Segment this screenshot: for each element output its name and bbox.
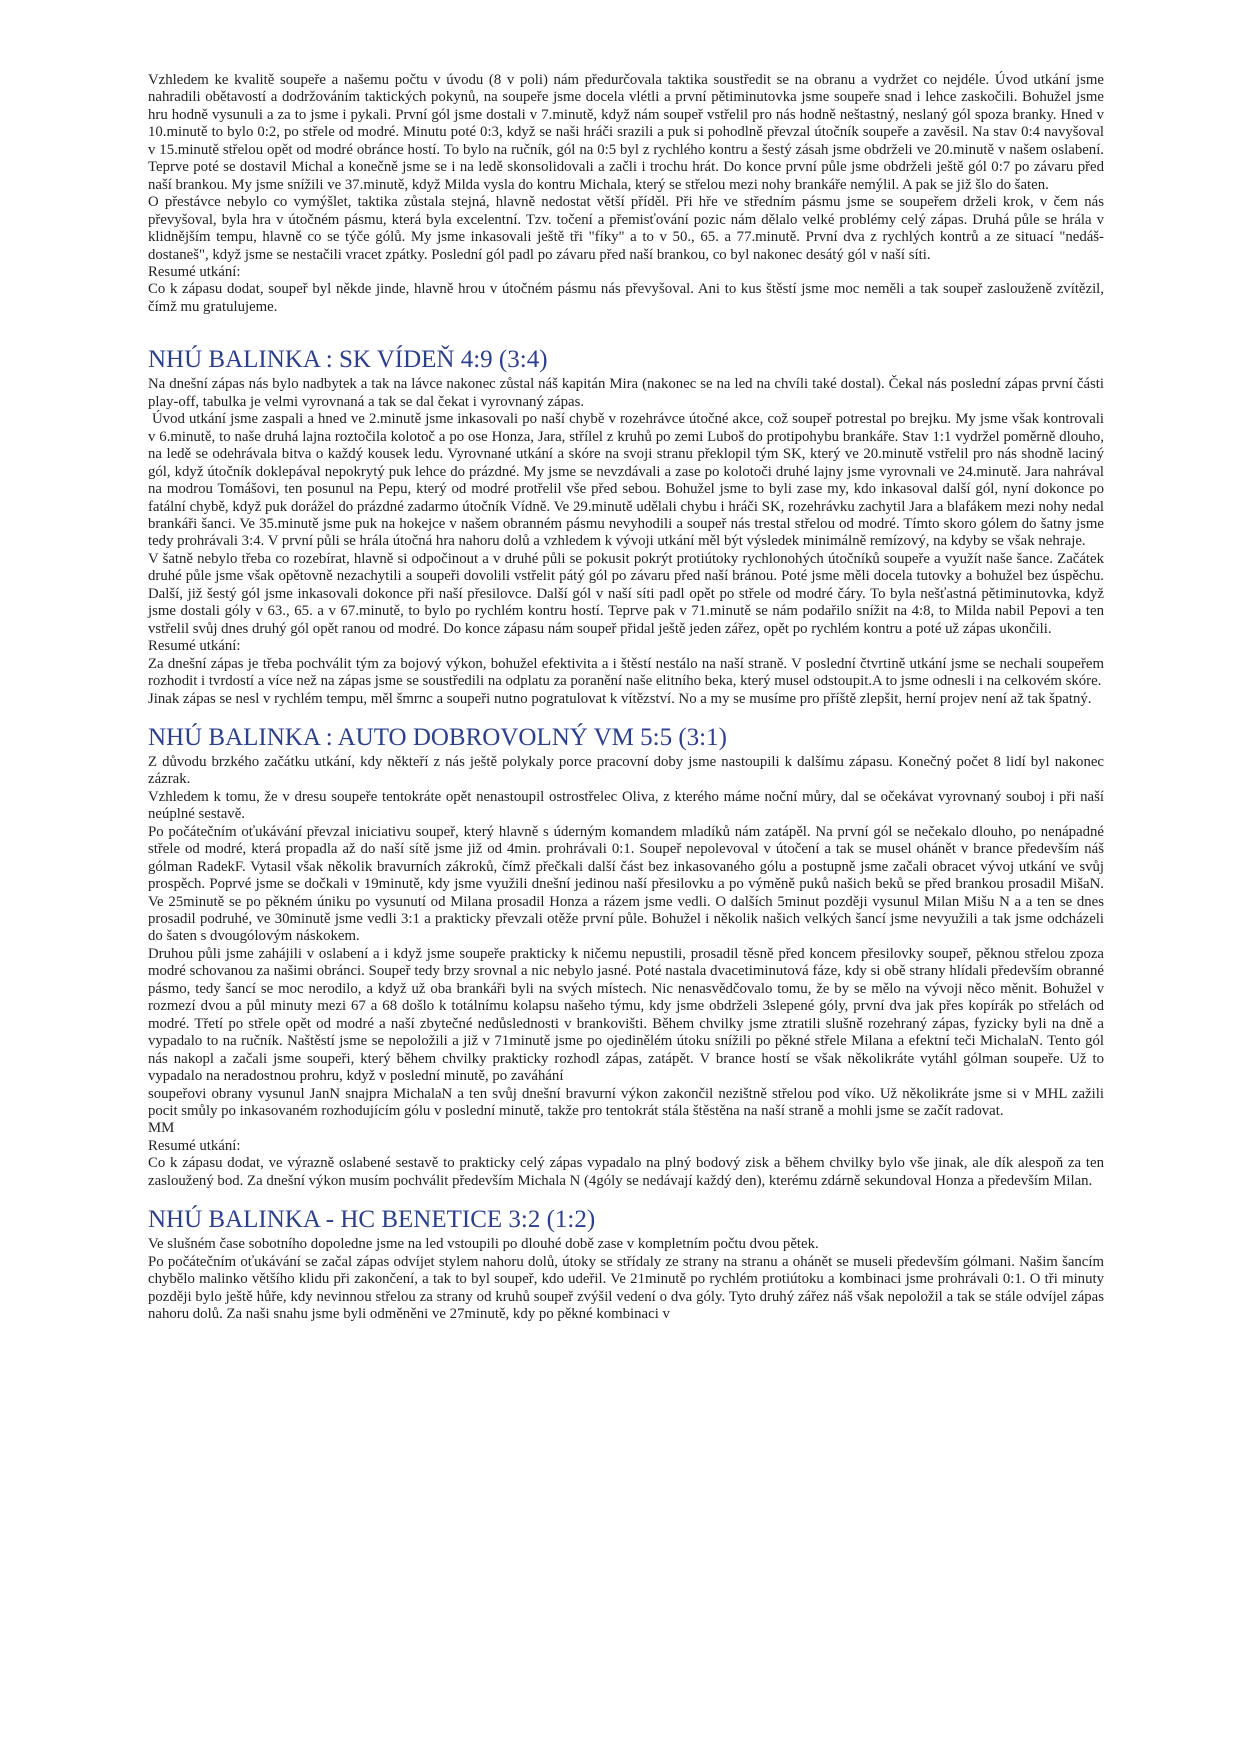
paragraph: soupeřovi obrany vysunul JanN snajpra MichalaN a ten svůj dnešní bravurní výkon zakončil nezištně střelou pod víko. Už několikráte jsme si v MHL zažili pocit smůly po inkasovaném rozhodujícím gólu v poslední minutě, takže pro tentokrát stála štěstěna na naší straně a mohli jsme se začít radovat. xyxy=(148,1085,1104,1120)
resume-label: Resumé utkání: xyxy=(148,263,241,280)
paragraph: Po počátečním oťukávání se začal zápas odvíjet stylem nahoru dolů, útoky se střídaly ze strany na stranu a ohánět se museli především gólmani. Našim šancím chybělo malinko většího klidu při zakončení, a tak to byl soupeř, kdo udeřil. Ve 21minutě po rychlém protiútoku a kombinaci jsme prohrávali 0:1. O tři minuty později bylo ještě hůře, kdy nevinnou střelou za strany od kruhů soupeř zvýšil vedení o dva góly. Tyto druhý zářez náš však nepoložil a tak se stále odvíjel zápas nahoru dolů. Za naši snahu jsme byli odměněni ve 27minutě, kdy po pěkné kombinaci v xyxy=(148,1253,1104,1323)
paragraph: Ve slušném čase sobotního dopoledne jsme na led vstoupili po dlouhé době zase v kompletním počtu dvou pětek. xyxy=(148,1236,819,1253)
paragraph: O přestávce nebylo co vymýšlet, taktika zůstala stejná, hlavně nedostat větší příděl. Při hře ve středním pásmu jsme se soupeřem drželi krok, v čem nás převyšoval, byla hra v útočném pásmu, která byla excelentní. Tzv. točení a přemisťování pozic nám dělalo velké problémy celý zápas. Druhá půle se hrála v klidnějším tempu, hlavně co se týče gólů. My jsme inkasovali ještě tři "fíky" a to v 50., 65. a 77.minutě. První dva z rychlých kontrů a ze situací "nedáš-dostaneš", když jsme se nestačili vracet zpátky. Poslední gól padl po závaru před naší brankou, co byl nakonec desátý gól v naší síti. xyxy=(148,194,1104,263)
resume-label: Resumé utkání: xyxy=(148,638,241,655)
match-section xyxy=(148,722,1104,1190)
paragraph: Co k zápasu dodat, ve výrazně oslabené sestavě to prakticky celý zápas vypadalo na plný bodový zisk a během chvilky bylo vše jinak, ale dík alespoň za ten zasloužený bod. Za dnešní výkon musím pochválit především Michala N (4góly se nedávají každý den), kterému zdárně sekundoval Honza a především Milan. xyxy=(148,1155,1104,1189)
paragraph: Vzhledem ke kvalitě soupeře a našemu počtu v úvodu (8 v poli) nám předurčovala taktika soustředit se na obranu a vydržet co nejdéle. Úvod utkání jsme nahradili obětavostí a dodržováním taktických pokynů, na soupeře jsme docela vlétli a první pětiminutovka jsme soupeře snad i lehce zaskočili. Bohužel jsme hru hodně vysunuli a za to jsme i pykali. První gól jsme dostali v 7.minutě, když nám soupeř vstřelil pro nás hodně neštastný, neslaný gól spoza branky. Hned v 10.minutě to bylo 0:2, po střele od modré. Minutu poté 0:3, když se naši hráči srazili a puk si pohodlně převzal útočník soupeře a zavěsil. Na stav 0:4 navyšoval v 15.minutě střelou opět od modré obránce hostí. To bylo na ručník, gól na 0:5 byl z rychlého kontru a šestý zásah jsme obdrželi ve 20.minutě v našem oslabení. Teprve poté se dostavil Michal a konečně jsme se i na ledě skonsolidovali a začli i trochu hrát. Do konce první půle jsme obdrželi ještě gól 0:7 po závaru před naší brankou. My jsme snížili ve 37.minutě, když Milda vysla do kontru Michala, který se střelou mezi nohy brankáře nemýlil. A pak se již šlo do šaten. xyxy=(148,72,1104,193)
section-heading: NHÚ BALINKA - HC BENETICE 3:2 (1:2) xyxy=(148,1206,596,1234)
paragraph: Co k zápasu dodat, soupeř byl někde jinde, hlavně hrou v útočném pásmu nás převyšoval. Ani to kus štěstí jsme moc neměli a tak soupeř zaslouženě zvítězil, čímž mu gratulujeme. xyxy=(148,281,1104,315)
section-heading: NHÚ BALINKA : AUTO DOBROVOLNÝ VM 5:5 (3:1) xyxy=(148,723,727,751)
paragraph: Vzhledem k tomu, že v dresu soupeře tentokráte opět nenastoupil ostrostřelec Oliva, z kterého máme noční můry, dal se očekávat vyrovnaný souboj i při naší neúplné sestavě. xyxy=(148,788,1104,823)
paragraph: Po počátečním oťukávání převzal iniciativu soupeř, který hlavně s úderným komandem mladíků nám zatápěl. Na první gól se nečekalo dlouho, po nenápadné střele od modré, která propadla až do naší sítě jsme již od 4min. prohrávali 0:1. Soupeř nepolevoval v útočení a tak se musel ohánět v brance především náš gólman RadekF. Vytasil však několik bravurních zákroků, čímž přečkali další část bez inkasovaného gólu a postupně jsme začali obracet vývoj utkání ve svůj prospěch. Poprvé jsme se dočkali v 19minutě, kdy jsme využili dnešní jedinou naší přesilovku a po výměně puků našich beků se před brankou prosadil MišaN. Ve 25minutě se po pěkném úniku po vysunutí od Milana prosadil Honza a rázem jsme vedli. O dalších 5minut později vysunul Milan Mišu N a a ten se dnes prosadil podruhé, ve 30minutě jsme vedli 3:1 a prakticky převzali otěže první půle. Bohužel i několik našich velkých šancí jsme nevyužili a tak jsme odcházeli do šaten s dvougólovým náskokem. xyxy=(148,823,1104,945)
section-heading: NHÚ BALINKA : SK VÍDEŇ 4:9 (3:4) xyxy=(148,346,548,374)
match-section xyxy=(148,344,1104,708)
paragraph: Druhou půli jsme zahájili v oslabení a i když jsme soupeře prakticky k ničemu nepustili, prosadil těsně před koncem přesilovky soupeř, pěknou střelou zpoza modré schovanou za našimi obránci. Soupeř tedy brzy srovnal a nic nebylo jasné. Poté nastala dvacetiminutová fáze, kdy si obě strany hlídali především obranné pásmo, tedy šancí se moc nerodilo, a když už oba brankáři byli na svých místech. Nic nenasvědčovalo tomu, že by se mělo na vývoji něco měnit. Bohužel v rozmezí dvou a půl minuty mezi 67 a 68 došlo k totálnímu kolapsu našeho týmu, kdy jsme obdrželi 3slepené góly, první dva jak přes kopírák po střelách od modré. Třetí po střele opět od modré a naší zbytečné nedůslednosti v brankovišti. Během chvilky jsme ztratili slušně rozehraný zápas, fyzicky byli na dně a vypadalo to na ručník. Naštěstí jsme se nepoložili a již v 71minutě jsme po ojedinělém útoku snížili po pěkné střele Milana a efektní teči MichalaN. Tento gól nás nakopl a začali jsme soupeři, který během chvilky prakticky rozhodl zápas, zatápět. V brance hostí se však několikráte vytáhl gólman soupeře. Už to vypadalo na neradostnou prohru, když v poslední minutě, po zaváhání xyxy=(148,945,1104,1085)
resume-label: Resumé utkání: xyxy=(148,1137,241,1154)
paragraph: Z důvodu brzkého začátku utkání, kdy někteří z nás ještě polykaly porce pracovní doby jsme nastoupili k dalšímu zápasu. Konečný počet 8 lidí byl nakonec zázrak. xyxy=(148,753,1104,788)
paragraph: Jinak zápas se nesl v rychlém tempu, měl šmrnc a soupeři nutno pogratulovat k vítězství. No a my se musíme pro příště zlepšit, herní projev není až tak špatný. xyxy=(148,690,1092,707)
paragraph: Za dnešní zápas je třeba pochválit tým za bojový výkon, bohužel efektivita a i štěstí nestálo na naší straně. V poslední čtvrtině utkání jsme se nechali soupeřem rozhodit i tvrdostí a více než na zápas jsme se soustředili na odplatu za poranění naše elitního beka, který musel odstoupit.A to jsme odnesli i na celkovém skóre. xyxy=(148,655,1104,690)
paragraph: Úvod utkání jsme zaspali a hned ve 2.minutě jsme inkasovali po naší chybě v rozehrávce útočné akce, což soupeř potrestal po brejku. My jsme však kontrovali v 6.minutě, to naše druhá lajna roztočila kolotoč a po ose Honza, Jara, střílel z kruhů po zemi Luboš do protipohybu brankáře. Stav 1:1 vydržel poměrně dlouho, na ledě se odehrávala bitva o každý kousek ledu. Vyrovnané utkání a skóre na svoji stranu překlopil tým SK, který ve 20.minutě vstřelil pro nás shodně laciný gól, když útočník doklepával nepokrytý puk lehce do prázdné. My jsme se nevzdávali a zase po kolotoči druhé lajny jsme vyrovnali ve 24.minutě. Jara nahrával na modrou Tomášovi, ten posunul na Pepu, který od modré protřelil vše před sebou. Bohužel jsme to byli zase my, kdo inkasoval další gól, nyní dokonce po fatální chybě, když puk dorážel do prázdné zadarmo útočník Vídně. Ve 29.minutě udělali chybu i hráči SK, rozehrávku zachytil Jara a blafákem mezi nohy nedal brankáři šanci. Ve 35.minutě jsme puk na hokejce v našem obranném pásmu nevyhodili a soupeř nás trestal střelou od modré. Tímto skoro gólem do šatny jsme tedy prohrávali 3:4. V první půli se hrála útočná hra nahoru dolů a vzhledem k vývoji utkání měl být výsledek minimálně remízový, na kdyby se však nehraje. xyxy=(148,411,1104,550)
author-initials: MM xyxy=(148,1120,175,1137)
match-section xyxy=(148,1204,1104,1323)
paragraph: Na dnešní zápas nás bylo nadbytek a tak na lávce nakonec zůstal náš kapitán Mira (nakonec se na led na chvíli také dostal). Čekal nás poslední zápas první části play-off, tabulka je velmi vyrovnaná a tak se dal čekat i vyrovnaný zápas. xyxy=(148,376,1104,410)
paragraph: V šatně nebylo třeba co rozebírat, hlavně si odpočinout a v druhé půli se pokusit pokrýt protiútoky rychlonohých útočníků soupeře a využít naše šance. Začátek druhé půle jsme však opětovně nezachytili a soupeři dovolili vstřelit pátý gól po závaru před naší bránou. Poté jsme měli docela tutovky a bohužel bez úspěchu. Další, již šestý gól jsme inkasovali dokonce při naší přesilovce. Další gól v naší síti padl opět po střele od modré čáry. To byla nešťastná pětiminutovka, když jsme dostali góly v 63., 65. a v 67.minutě, to bylo po rychlém kontru hostí. Teprve pak v 71.minutě se nám podařilo snížit na 4:8, to Milda nabil Pepovi a ten vstřelil svůj dnes druhý gól opět ranou od modré. Do konce zápasu nám soupeř přidal ještě jeden zářez, opět po rychlém kontru a poté už zápas ukončili. xyxy=(148,550,1104,637)
intro-section xyxy=(148,72,1104,316)
document-page xyxy=(148,72,1104,1324)
